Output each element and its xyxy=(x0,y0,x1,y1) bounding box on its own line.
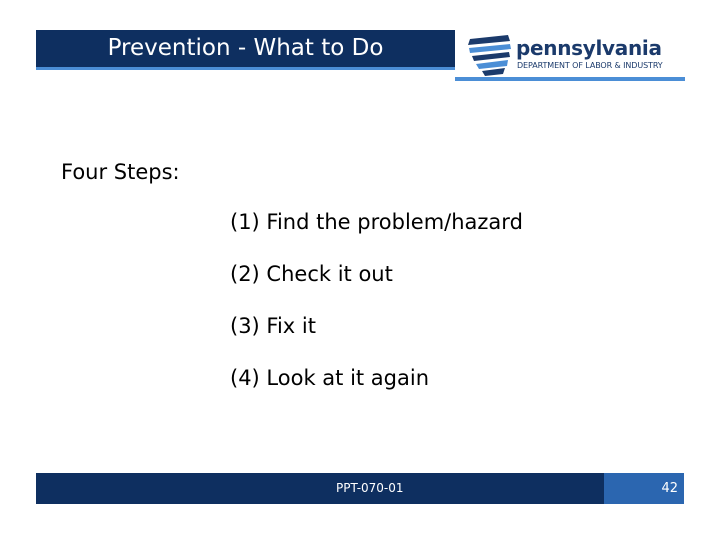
pennsylvania-logo xyxy=(466,30,691,78)
step-item: (4) Look at it again xyxy=(230,366,430,390)
step-item: (2) Check it out xyxy=(230,262,393,286)
slide-title: Prevention - What to Do xyxy=(107,35,384,61)
section-heading: Four Steps: xyxy=(61,160,180,184)
steps-list xyxy=(230,210,523,418)
page-number-box xyxy=(604,473,684,504)
logo-subtitle: DEPARTMENT OF LABOR & INDUSTRY xyxy=(517,61,663,70)
page-number: 42 xyxy=(661,481,678,496)
title-bar xyxy=(36,30,455,70)
footer-code: PPT-070-01 xyxy=(336,481,404,495)
keystone-capitol-icon xyxy=(466,31,514,77)
step-item: (1) Find the problem/hazard xyxy=(230,210,523,234)
step-item: (3) Fix it xyxy=(230,314,316,338)
footer-bar xyxy=(36,473,684,504)
logo-wordmark: pennsylvania xyxy=(516,36,662,60)
